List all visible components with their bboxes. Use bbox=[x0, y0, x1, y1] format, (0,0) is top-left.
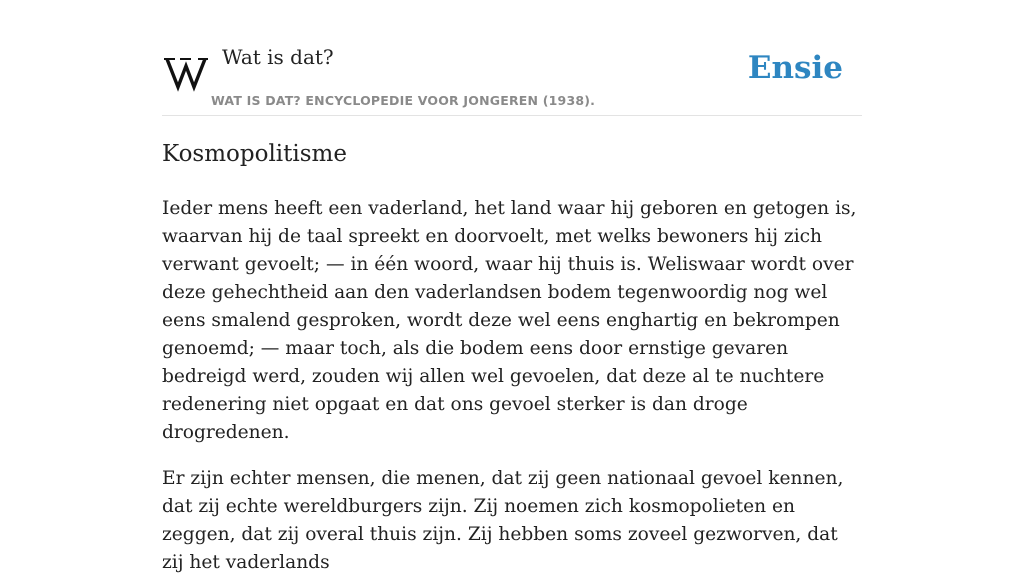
article-paragraph-2: Er zijn echter mensen, die menen, dat zij geen nationaal gevoel kennen, dat zij echte wereldburgers zijn. Zij noemen zich kosmopolieten en zeggen, dat zij overal thuis zijn. Zij hebben soms zoveel gezworven, dat zij het vaderlands bbox=[162, 468, 844, 573]
brand-logo-link[interactable]: Ensie bbox=[747, 50, 843, 86]
article-paragraph-1: Ieder mens heeft een vaderland, het land waar hij geboren en getogen is, waarvan hij de taal spreekt en doorvoelt, met welks bewoners hij zich verwant gevoelt; — in één woord, waar hij thuis is. Weliswaar wordt over deze gehechtheid aan den vaderlandsen bodem tegenwoordig nog wel eens smalend gesproken, wordt deze wel eens enghartig en bekrompen genoemd; — maar toch, als die bodem eens door ernstige gevaren bedreigd werd, zouden wij allen wel gevoelen, dat deze al te nuchtere redenering niet opgaat en dat ons gevoel sterker is dan droge drogredenen. bbox=[162, 198, 857, 443]
article bbox=[162, 136, 862, 577]
wikipedia-w-icon[interactable] bbox=[164, 52, 208, 92]
site-title[interactable]: Wat is dat? bbox=[222, 45, 334, 69]
site-header bbox=[162, 0, 862, 116]
article-title: Kosmopolitisme bbox=[162, 141, 347, 167]
source-subtitle: WAT IS DAT? ENCYCLOPEDIE VOOR JONGEREN (1938). bbox=[211, 93, 596, 108]
